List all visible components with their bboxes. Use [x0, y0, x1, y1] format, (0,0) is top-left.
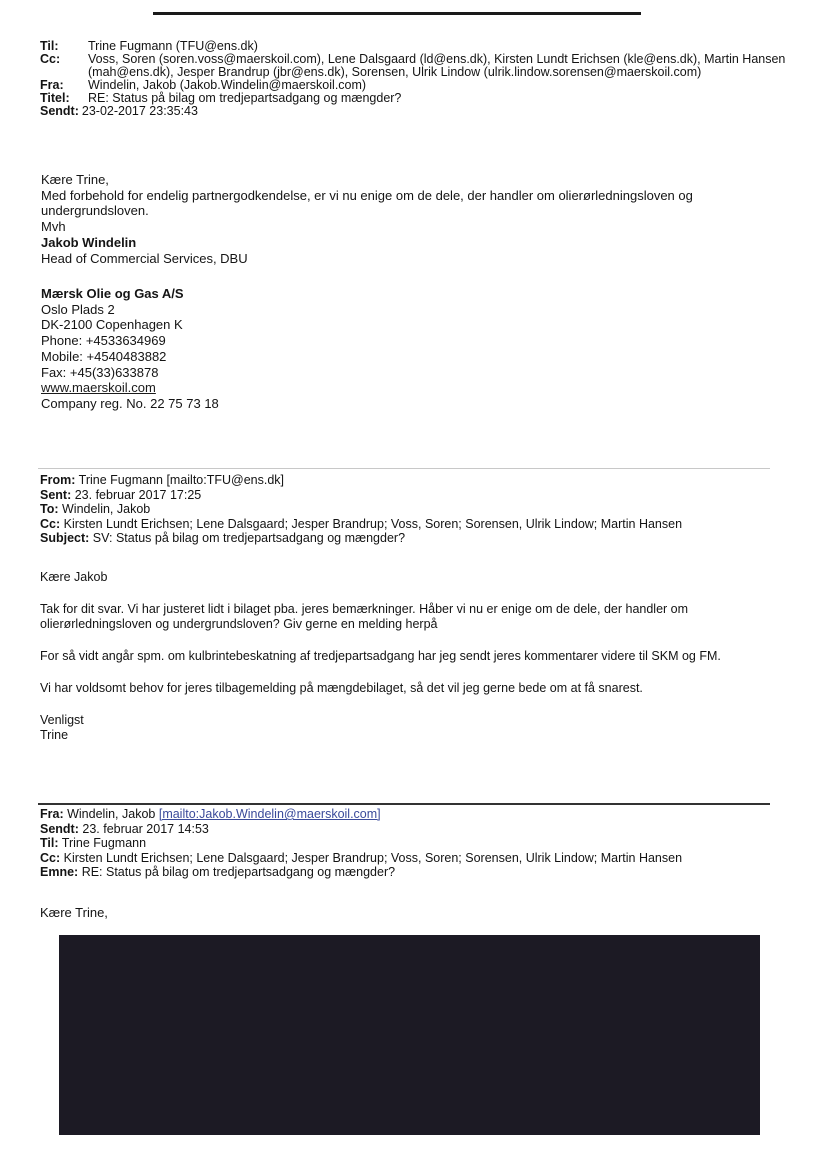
signature-name: Jakob Windelin — [41, 235, 137, 250]
divider — [38, 803, 770, 805]
cc2-value: Kirsten Lundt Erichsen; Lene Dalsgaard; Jesper Brandrup; Voss, Soren; Sorensen, Ulrik Lindow; Martin Hansen — [63, 516, 683, 531]
to-value: Windelin, Jakob — [62, 502, 151, 516]
til-value: Trine Fugmann (TFU@ens.dk) — [88, 39, 258, 53]
email2-para3: Vi har voldsomt behov for jeres tilbagemelding på mængdebilaget, så det vil jeg gerne bede om at få snarest. — [40, 681, 643, 695]
email2-greeting: Kære Jakob — [40, 570, 108, 584]
sendt3-value: 23. februar 2017 14:53 — [82, 821, 209, 836]
email2-name: Trine — [40, 728, 69, 742]
til-label: Til: — [40, 39, 59, 53]
signature-title: Head of Commercial Services, DBU — [41, 250, 248, 266]
fra3-mailto-link[interactable]: [mailto:Jakob.Windelin@maerskoil.com] — [158, 807, 381, 821]
signature-phone: Phone: +4533634969 — [41, 333, 166, 349]
til3-label: Til: — [40, 836, 59, 850]
sendt-label: Sendt: — [40, 104, 79, 118]
subject-label: Subject: — [40, 531, 90, 545]
cc3-label: Cc: — [40, 850, 61, 865]
email1-body — [41, 172, 761, 266]
email2-para1: Tak for dit svar. Vi har justeret lidt i bilaget pba. jeres bemærkninger. Håber vi nu er enige om de dele, der handler om olierørledningsloven og undergrundsloven? Giv gerne en melding herpå — [40, 602, 689, 631]
cc-label: Cc: — [40, 52, 61, 66]
to-label: To: — [40, 502, 59, 516]
email1-greeting: Kære Trine, — [41, 172, 109, 187]
signature-mobile: Mobile: +4540483882 — [41, 348, 167, 364]
signature-address1: Oslo Plads 2 — [41, 301, 115, 317]
email2-para2: For så vidt angår spm. om kulbrintebeskatning af tredjepartsadgang har jeg sendt jeres kommentarer videre til SKM og FM. — [40, 649, 721, 663]
from-value: Trine Fugmann [mailto:TFU@ens.dk] — [78, 473, 285, 487]
titel-label: Titel: — [40, 91, 70, 105]
fra3-label: Fra: — [40, 807, 64, 821]
email1-closing: Mvh — [41, 218, 66, 234]
cc3-value: Kirsten Lundt Erichsen; Lene Dalsgaard; Jesper Brandrup; Voss, Soren; Sorensen, Ulrik Lindow; Martin Hansen — [63, 850, 683, 865]
fra-value: Windelin, Jakob (Jakob.Windelin@maerskoil.com) — [88, 78, 367, 92]
signature-company: Mærsk Olie og Gas A/S — [41, 286, 184, 301]
email2-closing: Venligst — [40, 713, 84, 727]
email1-text: Med forbehold for endelig partnergodkendelse, er vi nu enige om de dele, der handler om olierørledningsloven og undergrundsloven. — [41, 187, 693, 218]
emne-value: RE: Status på bilag om tredjepartsadgang og mængder? — [81, 865, 396, 879]
titel-value: RE: Status på bilag om tredjepartsadgang og mængder? — [88, 91, 402, 105]
email3-greeting: Kære Trine, — [40, 905, 108, 920]
email1-header — [40, 40, 800, 118]
redaction-block — [59, 935, 760, 1135]
signature-address2: DK-2100 Copenhagen K — [41, 317, 183, 333]
email3-header — [40, 807, 800, 880]
divider — [38, 468, 770, 469]
signature-web-link[interactable]: www.maerskoil.com — [41, 380, 156, 396]
signature-reg: Company reg. No. 22 75 73 18 — [41, 395, 219, 411]
fra3-value: Windelin, Jakob — [67, 807, 156, 821]
emne-label: Emne: — [40, 865, 79, 879]
sent-value: 23. februar 2017 17:25 — [74, 487, 202, 502]
cc2-label: Cc: — [40, 516, 61, 531]
email2-body — [40, 570, 760, 743]
email2-header — [40, 473, 800, 546]
from-label: From: — [40, 473, 76, 487]
sent-label: Sent: — [40, 487, 72, 502]
signature-block — [41, 286, 219, 412]
cc-value: Voss, Soren (soren.voss@maerskoil.com), Lene Dalsgaard (ld@ens.dk), Kirsten Lundt Erichsen (kle@ens.dk), Martin Hansen (mah@ens.dk), Jesper Brandrup (jbr@ens.dk), Sorensen, Ulrik Lindow (ulrik.lindow.sorensen@maerskoil.com) — [88, 52, 786, 79]
top-rule — [153, 12, 641, 15]
signature-fax: Fax: +45(33)633878 — [41, 364, 159, 380]
sendt-value: 23-02-2017 23:35:43 — [81, 104, 198, 118]
til3-value: Trine Fugmann — [61, 836, 147, 850]
subject-value: SV: Status på bilag om tredjepartsadgang og mængder? — [92, 531, 406, 545]
fra-label: Fra: — [40, 78, 64, 92]
sendt3-label: Sendt: — [40, 821, 79, 836]
